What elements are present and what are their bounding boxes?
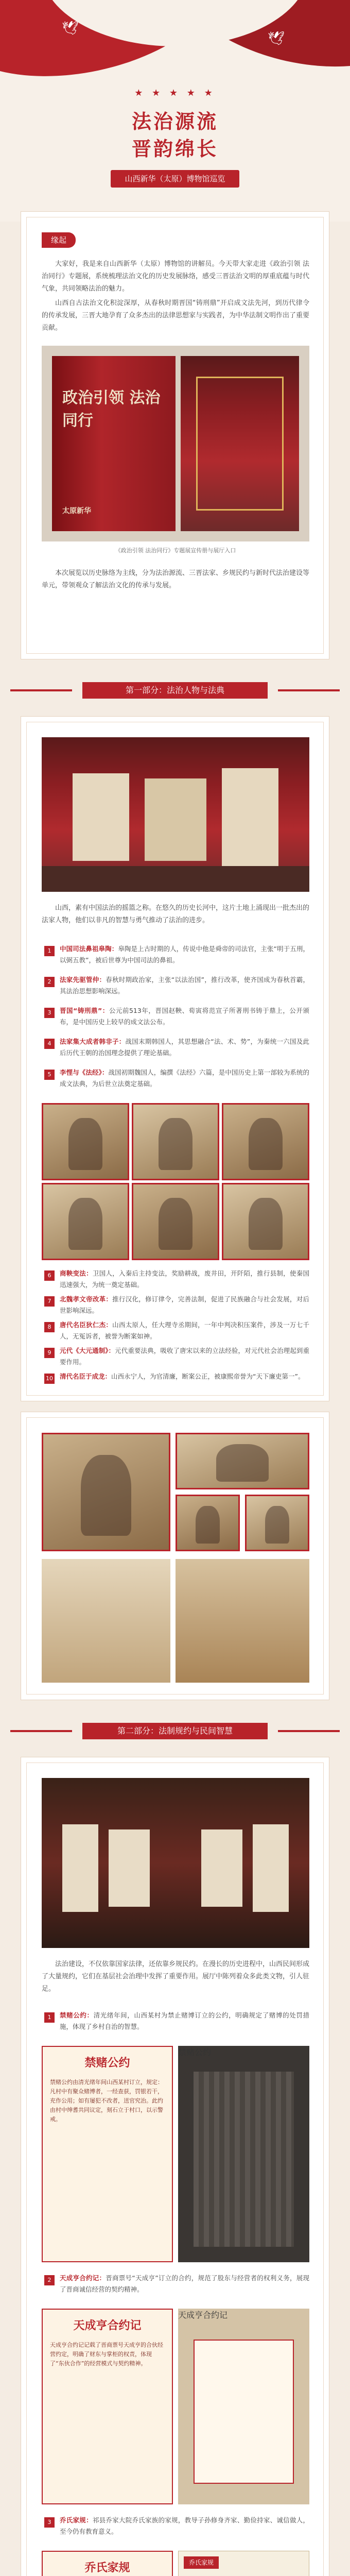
display-panel [201,1829,242,1907]
item-text: 山西永宁人，为官清廉，断案公正，被康熙帝誉为“天下廉吏第一”。 [111,1372,305,1380]
tile-text: 禁赌公约由清光绪年间山西某村订立，规定：凡村中有聚众赌博者，一经查获，罚银若干，充作公用；如有屡犯不改者，送官究治。此约由村中绅耆共同议定，刻石立于村口，以示警戒。 [50,2079,163,2123]
dove-icon: 🕊 [62,21,79,36]
section-tag: 缘起 [42,232,76,248]
tile-title: 禁赌公约 [84,2056,130,2070]
item-name: 法家先驱管仲： [60,976,106,984]
page-subtitle: 山西新华（太原）博物馆巡览 [111,170,239,188]
info-tile [42,2046,173,2262]
portrait-image [222,1103,309,1180]
item-number: 4 [44,1039,55,1049]
banner-wing [278,689,340,691]
list-item [60,1036,309,1062]
intro-text-2 [42,567,309,629]
photo-label: 乔氏家规 [184,2556,219,2569]
intro-photo [42,346,309,541]
item-number: 3 [44,2517,55,2528]
display-panel [145,778,206,861]
section2-card [21,1757,329,2576]
item-text: 春秋时期政治家，主张“以法治国”，推行改革，使齐国成为春秋首霸，其法治思想影响深远。 [60,976,309,995]
item-number: 10 [44,1374,55,1384]
item-number: 2 [44,2275,55,2285]
exhibit-frame [196,377,284,511]
section1-gallery-card [21,1412,329,1700]
page-title-line2: 晋韵绵长 [131,137,218,160]
list-item [60,2515,309,2540]
display-panel [62,1824,98,1912]
item-text: 祁县乔家大院乔氏家族的家规，教导子孙修身齐家、勤俭持家、诚信做人，至今仍有教育意义。 [60,2516,309,2535]
hall-floor [42,866,309,892]
portrait-image [42,1103,129,1180]
display-panel [222,768,278,866]
calligraphy-scroll [178,2551,309,2576]
intro-paragraph: 本次展览以历史脉络为主线，分为法治源流、三晋法家、乡规民约与新时代法治建设等单元，带领观众了解法治文化的传承与发展。 [42,569,310,589]
exhibit-corridor-photo [42,1778,309,1948]
list-item [60,1371,309,1394]
portrait-image [132,1103,219,1180]
photo-caption: 《政治引领 法治同行》专题展宣传册与展厅入口 [115,547,236,554]
list-item [60,943,309,969]
list-item [60,2010,309,2036]
item-name: 中国司法鼻祖皋陶： [60,945,118,953]
section1-banner [0,675,350,706]
item-number: 7 [44,1296,55,1307]
list-item [60,1005,309,1031]
list-item [60,1345,309,1368]
section-title: 第二部分：法制规约与民间智慧 [82,1723,268,1739]
item-name: 商鞅变法： [60,1269,93,1277]
tile-title: 乔氏家规 [84,2561,130,2574]
photo-label: 禁赌公约 [178,2047,212,2057]
section2-banner [0,1716,350,1747]
exhibit-entrance-photo [181,356,299,531]
intro-paragraph: 山西自古法治文化积淀深厚，从春秋时期晋国“铸刑鼎”开启成文法先河，到历代律令的传承发展，三晋大地孕育了众多杰出的法律思想家与实践者，为中华法制文明作出了重要贡献。 [42,299,310,332]
book-title: 政治引领 法治同行 [62,389,161,430]
header [0,0,350,222]
inscription [194,2072,294,2247]
list-item [60,1294,309,1316]
banner-wing [10,1730,72,1732]
exhibit-hall-photo [42,737,309,892]
contract-sheet [194,2340,294,2484]
info-tile [42,2309,173,2504]
section1-lead [42,902,309,938]
painting-image [176,1433,309,1489]
lead-paragraph: 法治建设，不仅依靠国家法律，还依靠乡规民约。在漫长的历史进程中，山西民间形成了大量规约，它们在基层社会治理中发挥了重要作用。展厅中陈列着众多此类文物，引人驻足。 [42,1960,310,1993]
list-item [60,1268,309,1291]
lead-paragraph: 山西，素有中国法治的摇篮之称。在悠久的历史长河中，这片土地上涌现出一批杰出的法家人物，他们以非凡的智慧与勇气推动了法治的进步。 [42,904,310,924]
intro-paragraph: 大家好，我是来自山西新华（太原）博物馆的讲解员。今天带大家走进《政治引领 法治同行》专题展，系统梳理法治文化的历史发展脉络，感受三晋法治文明的厚重底蕴与时代气象，共同领略法治的魅力。 [42,260,310,293]
dove-icon: 🕊 [268,31,285,46]
item-name: 元代《大元通制》： [60,1347,115,1354]
item-text: 皋陶是上古时期的人，传说中他是舜帝的司法官，主张“明于五刑，以弼五教”，被后世尊为中国司法的鼻祖。 [60,945,309,964]
stone-tablet-photo [178,2046,309,2262]
item-name: 唐代名臣狄仁杰： [60,1321,113,1329]
painting-image [42,1433,170,1551]
item-number: 6 [44,1270,55,1281]
item-number: 3 [44,1008,55,1018]
photo-label: 天成亨合约记 [178,2310,228,2320]
item-text: 晋商票号“天成亨”订立的合约，规范了股东与经营者的权利义务，展现了晋商诚信经营的契约精神。 [60,2274,309,2293]
item-text: 战国初期魏国人，编撰《法经》六篇，是中国历史上第一部较为系统的成文法典，为后世立法奠定基础。 [60,1069,309,1088]
book-subtitle: 太原新华 [62,507,91,515]
book-cover [52,356,176,531]
item-name: 李悝与《法经》： [60,1069,109,1076]
document-image [42,1559,170,1683]
info-tile [42,2551,173,2576]
banner-wing [10,689,72,691]
page-title: 法治源流 [131,110,218,133]
item-name: 天成亨合约记： [60,2274,106,2282]
item-name: 乔氏家规： [60,2516,93,2524]
item-text: 公元前513年，晋国赵鞅、荀寅将范宣子所著刑书铸于鼎上，公开颁布，是中国历史上较早的成文法公布。 [60,1007,309,1026]
list-item [60,1067,309,1093]
display-panel [253,1824,289,1912]
section2-lead [42,1958,309,1999]
item-name: 晋国“铸刑鼎”： [60,1007,109,1014]
item-name: 法家集大成者韩非子： [60,1038,126,1045]
item-name: 禁赌公约： [60,2011,94,2019]
painting-image [245,1495,309,1551]
portrait-image [42,1183,129,1260]
intro-card [21,211,329,659]
intro-text [42,258,309,335]
banner-wing [278,1730,340,1732]
item-text: 清光绪年间，山西某村为禁止赌博订立的公约，明确规定了赌博的处罚措施，体现了乡村自治的智慧。 [60,2011,309,2030]
item-text: 元代重要法典，吸收了唐宋以来的立法经验，对元代社会治理起到重要作用。 [60,1347,309,1366]
item-number: 9 [44,1348,55,1358]
item-name: 北魏孝文帝改革： [60,1295,113,1303]
painting-image [176,1495,240,1551]
item-text: 战国末期韩国人，其思想融合“法、术、势”，为秦统一六国及此后历代王朝的治国理念提供了理论基础。 [60,1038,309,1057]
contract-document-photo [178,2309,309,2504]
section1-card [21,716,329,1401]
list-item [60,2273,309,2298]
item-number: 2 [44,977,55,987]
portrait-image [222,1183,309,1260]
item-text: 卫国人，入秦后主持变法，奖励耕战，废井田，开阡陌，推行县制，使秦国迅速强大，为统一奠定基础。 [60,1269,309,1289]
display-panel [73,773,129,861]
portrait-image [132,1183,219,1260]
item-text: 推行汉化，修订律令，完善法制，促进了民族融合与社会发展，对后世影响深远。 [60,1295,309,1314]
section-title: 第一部分：法治人物与法典 [82,682,268,699]
item-name: 清代名臣于成龙： [60,1372,112,1380]
item-number: 1 [44,2012,55,2023]
item-text: 山西太原人，任大理寺丞期间，一年中判决积压案件，涉及一万七千人，无冤诉者，被誉为断案如神。 [60,1321,309,1340]
list-item [60,974,309,1000]
tile-text: 天成亨合约记记载了晋商票号天成亨的合伙经营约定，明确了财东与掌柜的权责，体现了“东伙合作”的经营模式与契约精神。 [50,2342,163,2367]
tile-title: 天成亨合约记 [73,2319,142,2332]
display-panel [109,1829,150,1907]
document-image [176,1559,309,1683]
header-stars: ★ ★ ★ ★ ★ [134,88,216,98]
item-number: 1 [44,946,55,956]
list-item [60,1319,309,1342]
item-number: 8 [44,1322,55,1332]
item-number: 5 [44,1070,55,1080]
